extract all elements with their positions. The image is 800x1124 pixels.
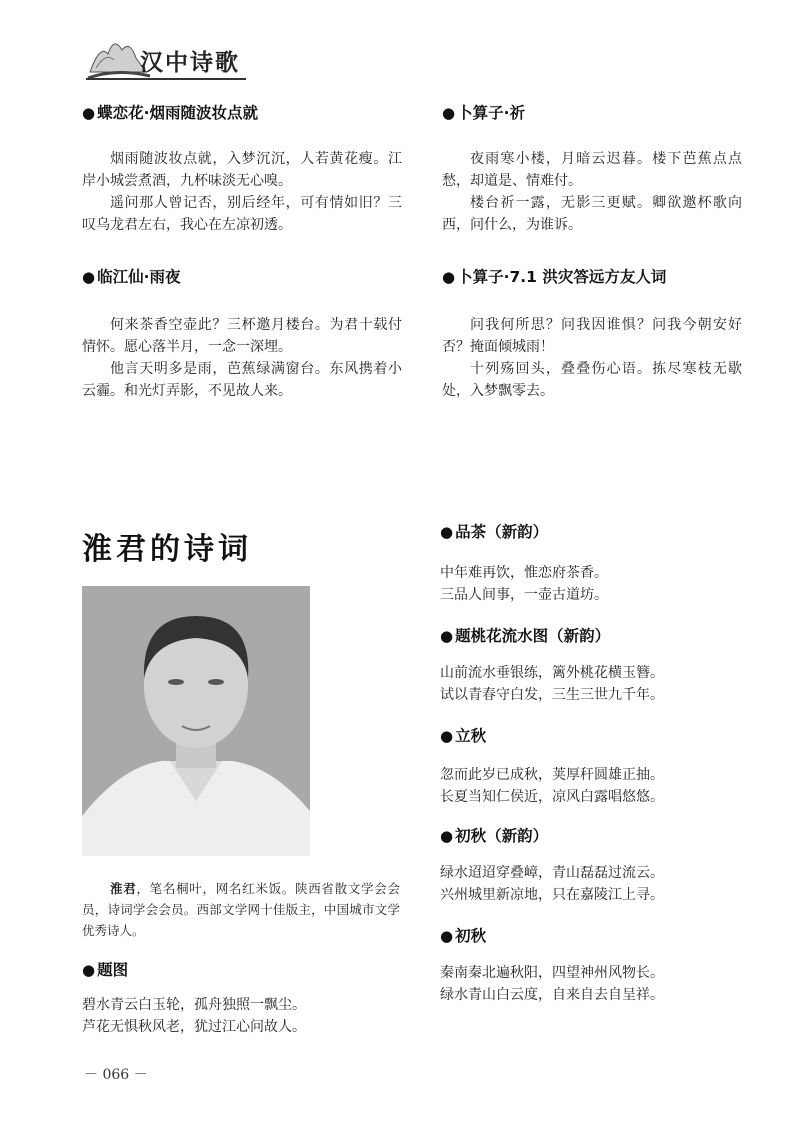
bullet-icon: ● — [440, 627, 454, 645]
section-title: 汉中诗歌 — [140, 50, 240, 76]
poem-title: ● 卜算子·7.1 洪灾答远方友人词 — [442, 268, 667, 286]
poem-title: ● 品茶（新韵） — [440, 523, 549, 541]
poem-line: 碧水青云白玉轮，孤舟独照一飘尘。 — [82, 997, 306, 1013]
poem-body — [82, 148, 402, 236]
poem-line: 绿水青山白云度，自来自去自呈祥。 — [440, 987, 664, 1003]
bullet-icon: ● — [442, 104, 456, 122]
poem-body — [440, 764, 664, 808]
feature-title: 淮君的诗词 — [82, 532, 252, 567]
poem-line: 长夏当知仁侯近，凉风白露唱悠悠。 — [440, 789, 664, 805]
poem-title: ● 初秋 — [440, 927, 487, 945]
bullet-icon: ● — [440, 523, 454, 541]
poem-title: ● 临江仙·雨夜 — [82, 268, 181, 286]
poem-paragraph: 烟雨随波妆点就，入梦沉沉，人若黄花瘦。江岸小城尝煮酒，九杯味淡无心嗅。 — [82, 151, 402, 189]
masthead-rule — [86, 78, 246, 80]
poem-line: 中年难再饮，惟恋府茶香。 — [440, 565, 608, 581]
poem-paragraph: 夜雨寒小楼，月暗云迟暮。楼下芭蕉点点愁，却道是、情难付。 — [442, 151, 742, 189]
poem-line: 兴州城里新凉地，只在嘉陵江上寻。 — [440, 887, 664, 903]
bullet-icon: ● — [82, 961, 96, 979]
poem-title: ● 卜算子·祈 — [442, 104, 525, 122]
bullet-icon: ● — [82, 104, 96, 122]
poem-body — [440, 962, 664, 1006]
bullet-icon: ● — [82, 268, 96, 286]
poem-line: 试以青春守白发，三生三世九千年。 — [440, 687, 664, 703]
page-number: － 066 － — [84, 1067, 148, 1083]
poem-title: ● 题图 — [82, 961, 129, 979]
poem-title: ● 蝶恋花·烟雨随波妆点就 — [82, 104, 258, 122]
poem-body — [442, 148, 742, 236]
poem-title: ● 立秋 — [440, 727, 487, 745]
poem-line: 芦花无惧秋风老，犹过江心问故人。 — [82, 1019, 306, 1035]
poem-body — [440, 662, 664, 706]
poem-paragraph: 楼台祈一露，无影三更赋。卿欲邀杯歌向西，问什么，为谁诉。 — [442, 195, 742, 233]
poem-body — [82, 994, 306, 1038]
poem-body — [442, 314, 742, 402]
poem-line: 秦南秦北遍秋阳，四望神州风物长。 — [440, 965, 664, 981]
poem-line: 三品人间事，一壶古道坊。 — [440, 587, 608, 603]
poem-paragraph: 问我何所思？问我因谁惧？问我今朝安好否？掩面倾城雨！ — [442, 317, 742, 355]
bullet-icon: ● — [442, 268, 456, 286]
bullet-icon: ● — [440, 927, 454, 945]
bullet-icon: ● — [440, 827, 454, 845]
poem-body — [440, 862, 664, 906]
poem-line: 忽而此岁已成秋，荚厚秆圆雄正抽。 — [440, 767, 664, 783]
author-name: 淮君 — [110, 881, 137, 896]
author-bio: 淮君，笔名桐叶，网名红米饭。陕西省散文学会会员，诗词学会会员。西部文学网十佳版主，中国城市文学优秀诗人。 — [82, 881, 400, 938]
poem-body — [440, 562, 608, 606]
poem-paragraph: 何来茶香空壶此？三杯邀月楼台。为君十载付情怀。愿心落半月，一念一深埋。 — [82, 317, 402, 355]
poem-title: ● 题桃花流水图（新韵） — [440, 627, 611, 645]
poem-line: 绿水迢迢穿叠嶂，青山磊磊过流云。 — [440, 865, 664, 881]
author-photo — [82, 586, 310, 856]
poem-paragraph: 他言天明多是雨，芭蕉绿满窗台。东风携着小云霾。和光灯弄影，不见故人来。 — [82, 361, 402, 399]
poem-line: 山前流水垂银练，篱外桃花横玉簪。 — [440, 665, 664, 681]
poem-paragraph: 十列殇回头，叠叠伤心语。拣尽寒枝无歇处，入梦飘零去。 — [442, 361, 742, 399]
poem-paragraph: 遥问那人曾记否，别后经年，可有情如旧？三叹乌龙君左右，我心在左凉初透。 — [82, 195, 402, 233]
poem-title: ● 初秋（新韵） — [440, 827, 549, 845]
bullet-icon: ● — [440, 727, 454, 745]
poem-body — [82, 314, 402, 402]
